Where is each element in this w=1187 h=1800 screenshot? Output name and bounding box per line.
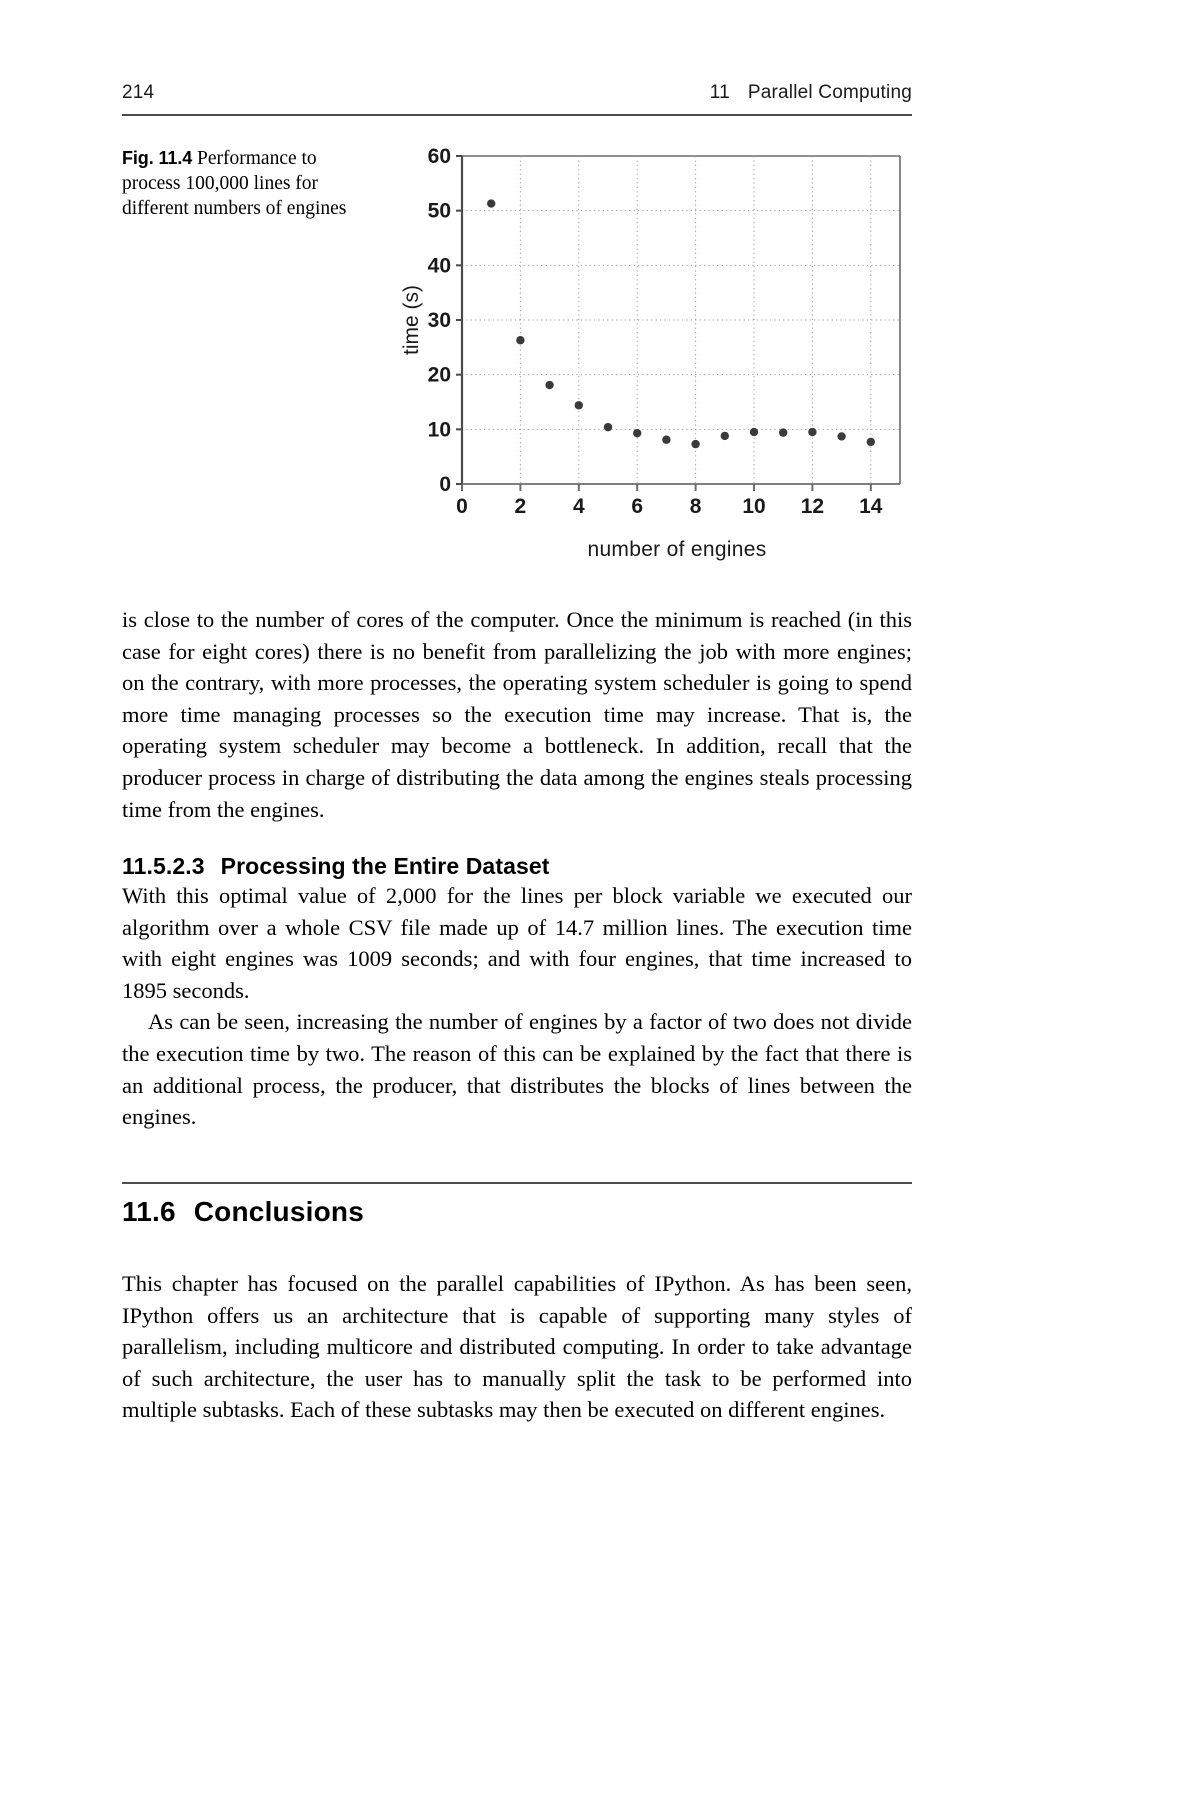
figure-label: Fig. 11.4	[122, 148, 193, 168]
chart-canvas	[400, 140, 912, 540]
figure-caption	[122, 146, 374, 221]
chapter-number: 11	[709, 82, 730, 103]
section-11-5-2-3-paragraph-2: As can be seen, increasing the number of engines by a factor of two does not divide the execution time by two. The reason of this can be explained by the fact that there is an additional process, the producer, that distributes the blocks of lines between the engines.	[122, 1009, 912, 1130]
figure-11-4	[122, 140, 912, 610]
svg-text:10: 10	[427, 418, 451, 442]
svg-text:30: 30	[427, 309, 451, 332]
heading-11-5-2-3	[122, 853, 912, 880]
page-number: 214	[122, 82, 155, 103]
svg-text:0: 0	[456, 495, 468, 518]
svg-text:60: 60	[427, 145, 451, 168]
heading-11-5-2-3-number: 11.5.2.3	[122, 853, 205, 879]
svg-text:6: 6	[631, 495, 644, 518]
svg-text:10: 10	[742, 495, 766, 518]
section-11-6-body	[122, 1268, 912, 1426]
svg-text:2: 2	[514, 495, 527, 518]
svg-text:4: 4	[572, 495, 585, 518]
x-axis-title: number of engines	[587, 538, 767, 561]
body-paragraph-1-container	[122, 604, 912, 825]
section-11-5-2-3-paragraph-1: With this optimal value of 2,000 for the lines per block variable we executed our algorithm over a whole CSV file made up of 14.7 million lines. The execution time with eight engines was 1009 seconds; and with four engines, that time increased to 1895 seconds.	[122, 883, 912, 1003]
section-11-6-paragraph-1: This chapter has focused on the parallel capabilities of IPython. As has been seen, IPython offers us an architecture that is capable of supporting many styles of parallelism, including multicore and distributed computing. In order to take advantage of such architecture, the user has to manually split the task to be performed into multiple subtasks. Each of these subtasks may then be executed on different engines.	[122, 1271, 912, 1423]
svg-text:time (s): time (s)	[400, 285, 423, 355]
svg-text:0: 0	[439, 473, 451, 496]
header-divider	[122, 114, 912, 116]
figure-caption-text: Performance to process 100,000 lines for different numbers of engines	[122, 148, 347, 219]
body-paragraph-1: is close to the number of cores of the computer. Once the minimum is reached (in this case for eight cores) there is no benefit from parallelizing the job with more engines; on the contrary, with more processes, the operating system scheduler is going to spend more time managing processes so the execution time may increase. That is, the operating system scheduler may become a bottleneck. In addition, recall that the producer process in charge of distributing the data among the engines steals processing time from the engines.	[122, 607, 912, 822]
chapter-title: Parallel Computing	[747, 82, 912, 103]
heading-11-5-2-3-title: Processing the Entire Dataset	[220, 853, 550, 879]
svg-text:12: 12	[800, 495, 825, 518]
svg-text:50: 50	[427, 199, 451, 223]
running-head	[122, 82, 912, 104]
svg-text:8: 8	[689, 495, 702, 518]
svg-text:14: 14	[859, 495, 883, 518]
heading-11-6-title: Conclusions	[193, 1196, 364, 1227]
svg-text:40: 40	[427, 254, 451, 278]
scatter-chart	[400, 140, 912, 580]
heading-11-6-number: 11.6	[122, 1196, 176, 1227]
running-head-chapter	[710, 82, 912, 104]
section-divider	[122, 1182, 912, 1184]
heading-11-6	[122, 1196, 912, 1228]
section-11-5-2-3-body	[122, 880, 912, 1133]
svg-text:20: 20	[427, 363, 451, 387]
